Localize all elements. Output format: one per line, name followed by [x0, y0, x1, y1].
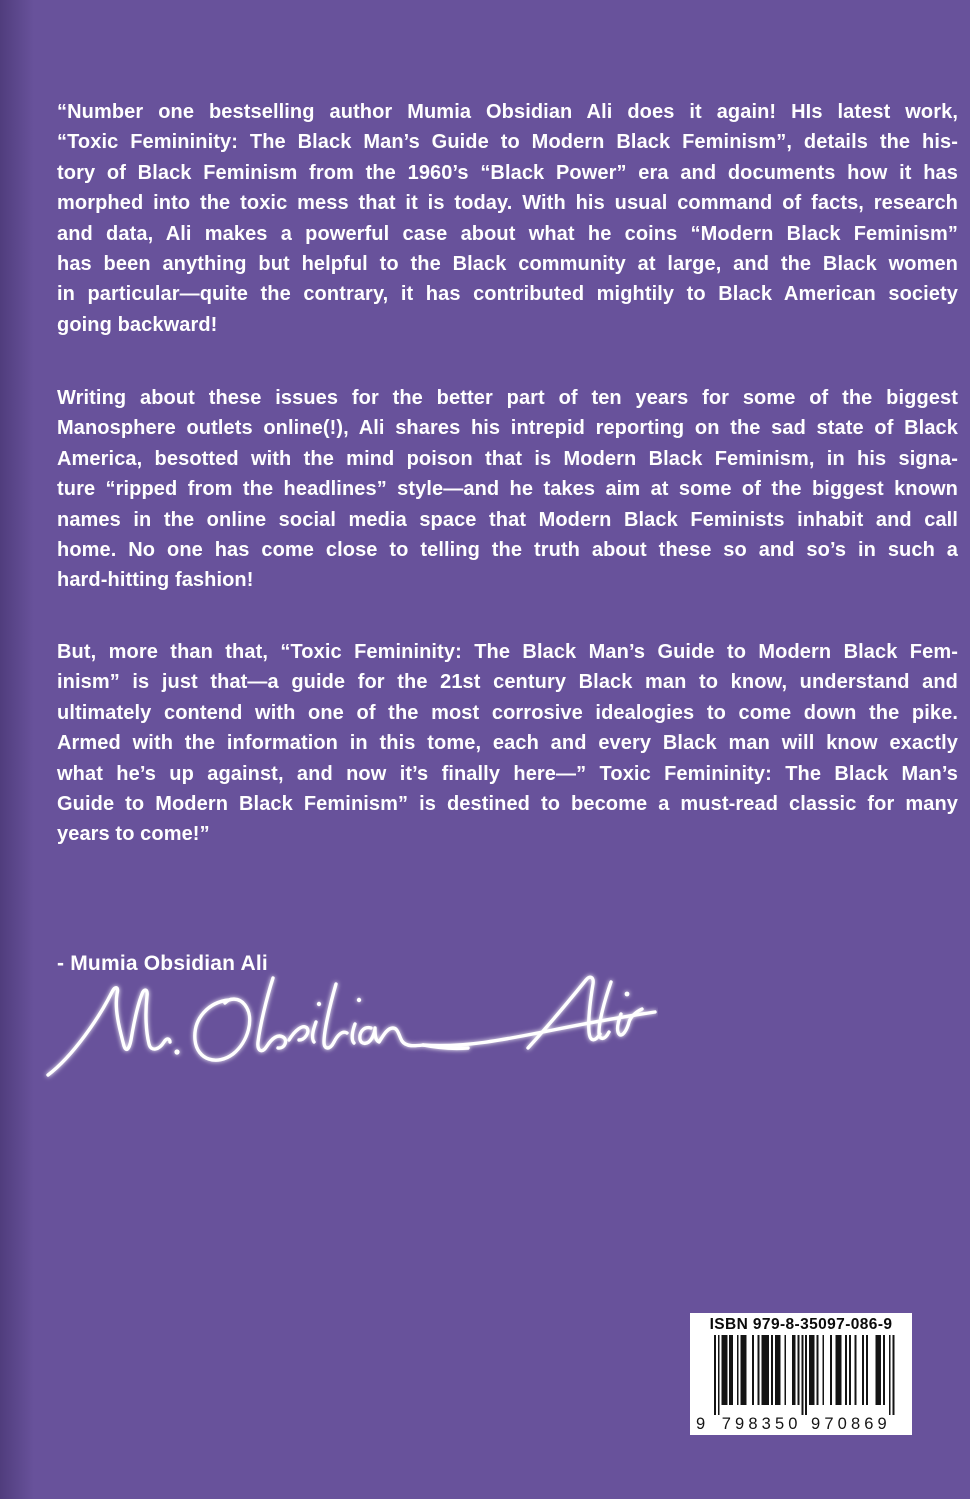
svg-text:8: 8: [748, 1415, 758, 1433]
signature-i-dot-2: [357, 998, 361, 1002]
signature-stroke-m: [48, 988, 170, 1075]
review-line: hard-hitting fashion!: [57, 569, 254, 592]
svg-text:9: 9: [735, 1415, 745, 1433]
signature-stroke-o: [195, 999, 250, 1060]
signature-stroke-s: [289, 1027, 308, 1040]
svg-text:8: 8: [850, 1415, 861, 1433]
svg-text:3: 3: [761, 1415, 771, 1433]
svg-text:0: 0: [788, 1415, 798, 1433]
review-paragraph-2: [57, 383, 958, 596]
signature-stroke-a-cap: [528, 977, 600, 1048]
review-paragraph-3: [57, 637, 958, 850]
review-line: going backward!: [57, 313, 218, 336]
review-paragraph-1: [57, 97, 958, 340]
author-signature: [33, 966, 658, 1106]
review-line: and data, Ali makes a powerful case about what he coins “Modern Black Feminism”: [57, 222, 958, 245]
review-line: morphed into the toxic mess that it is today. With his usual command of facts, research: [57, 192, 958, 215]
review-attribution: - Mumia Obsidian Ali: [57, 952, 268, 975]
signature-i-dot-3: [625, 992, 630, 997]
review-line: in particular—quite the contrary, it has contributed mightily to Black American society: [57, 283, 958, 306]
svg-text:5: 5: [774, 1415, 785, 1433]
svg-text:0: 0: [837, 1415, 847, 1433]
review-line: Writing about these issues for the better part of ten years for some of the biggest: [57, 387, 958, 409]
review-line: America, besotted with the mind poison that is Modern Black Feminism, in his signa-: [57, 447, 958, 470]
review-line: “Number one bestselling author Mumia Obsidian Ali does it again! HIs latest work,: [57, 101, 958, 123]
isbn-number-label: ISBN 979-8-35097-086-9: [709, 1316, 893, 1333]
review-line: tory of Black Feminism from the 1960’s “Black Power” era and documents how it has: [57, 161, 958, 184]
signature-stroke-i2: [352, 1024, 355, 1043]
review-line: years to come!”: [57, 823, 210, 846]
signature-stroke-l: [599, 982, 611, 1038]
review-line: “Toxic Femininity: The Black Man’s Guide to Modern Black Feminism”, details the his-: [57, 131, 958, 154]
review-line: Guide to Modern Black Feminism” is destined to become a must-read classic for many: [57, 793, 958, 816]
barcode-image: [690, 1333, 912, 1433]
svg-text:6: 6: [864, 1415, 874, 1433]
svg-text:7: 7: [721, 1415, 731, 1433]
svg-text:9: 9: [877, 1415, 887, 1433]
review-line: what he’s up against, and now it’s finally here—” Toxic Femininity: The Black Man’s: [57, 762, 958, 785]
review-line: Armed with the information in this tome, each and every Black man will know exactly: [57, 732, 958, 755]
svg-text:7: 7: [824, 1415, 834, 1433]
signature-stroke-i: [313, 1022, 316, 1042]
review-line: inism” is just that—a guide for the 21st century Black man to know, understand and: [57, 671, 958, 694]
review-line: has been anything but helpful to the Black community at large, and the Black women: [57, 253, 958, 276]
signature-stroke-b: [258, 978, 286, 1051]
signature-period-dot: [174, 1049, 179, 1054]
isbn-barcode: [690, 1313, 912, 1435]
review-line: But, more than that, “Toxic Femininity: The Black Man’s Guide to Modern Black Fem-: [57, 641, 958, 663]
review-line: ultimately contend with one of the most corrosive idealogies to come down the pike.: [57, 701, 958, 724]
signature-stroke-li: [618, 1009, 642, 1035]
review-line: names in the online social media space that Modern Black Feminists inhabit and call: [57, 508, 958, 531]
signature-i-dot: [317, 1002, 321, 1006]
review-text-block: [57, 0, 958, 1000]
review-line: ture “ripped from the headlines” style—and he takes aim at some of the biggest known: [57, 478, 958, 501]
review-line: home. No one has come close to telling the truth about these so and so’s in such a: [57, 539, 958, 562]
svg-text:9: 9: [811, 1415, 821, 1433]
spine-shadow: [0, 0, 34, 1499]
review-line: Manosphere outlets online(!), Ali shares his intrepid reporting on the sad state of Black: [57, 417, 958, 440]
svg-text:9: 9: [696, 1415, 706, 1433]
signature-stroke-d: [324, 984, 347, 1048]
